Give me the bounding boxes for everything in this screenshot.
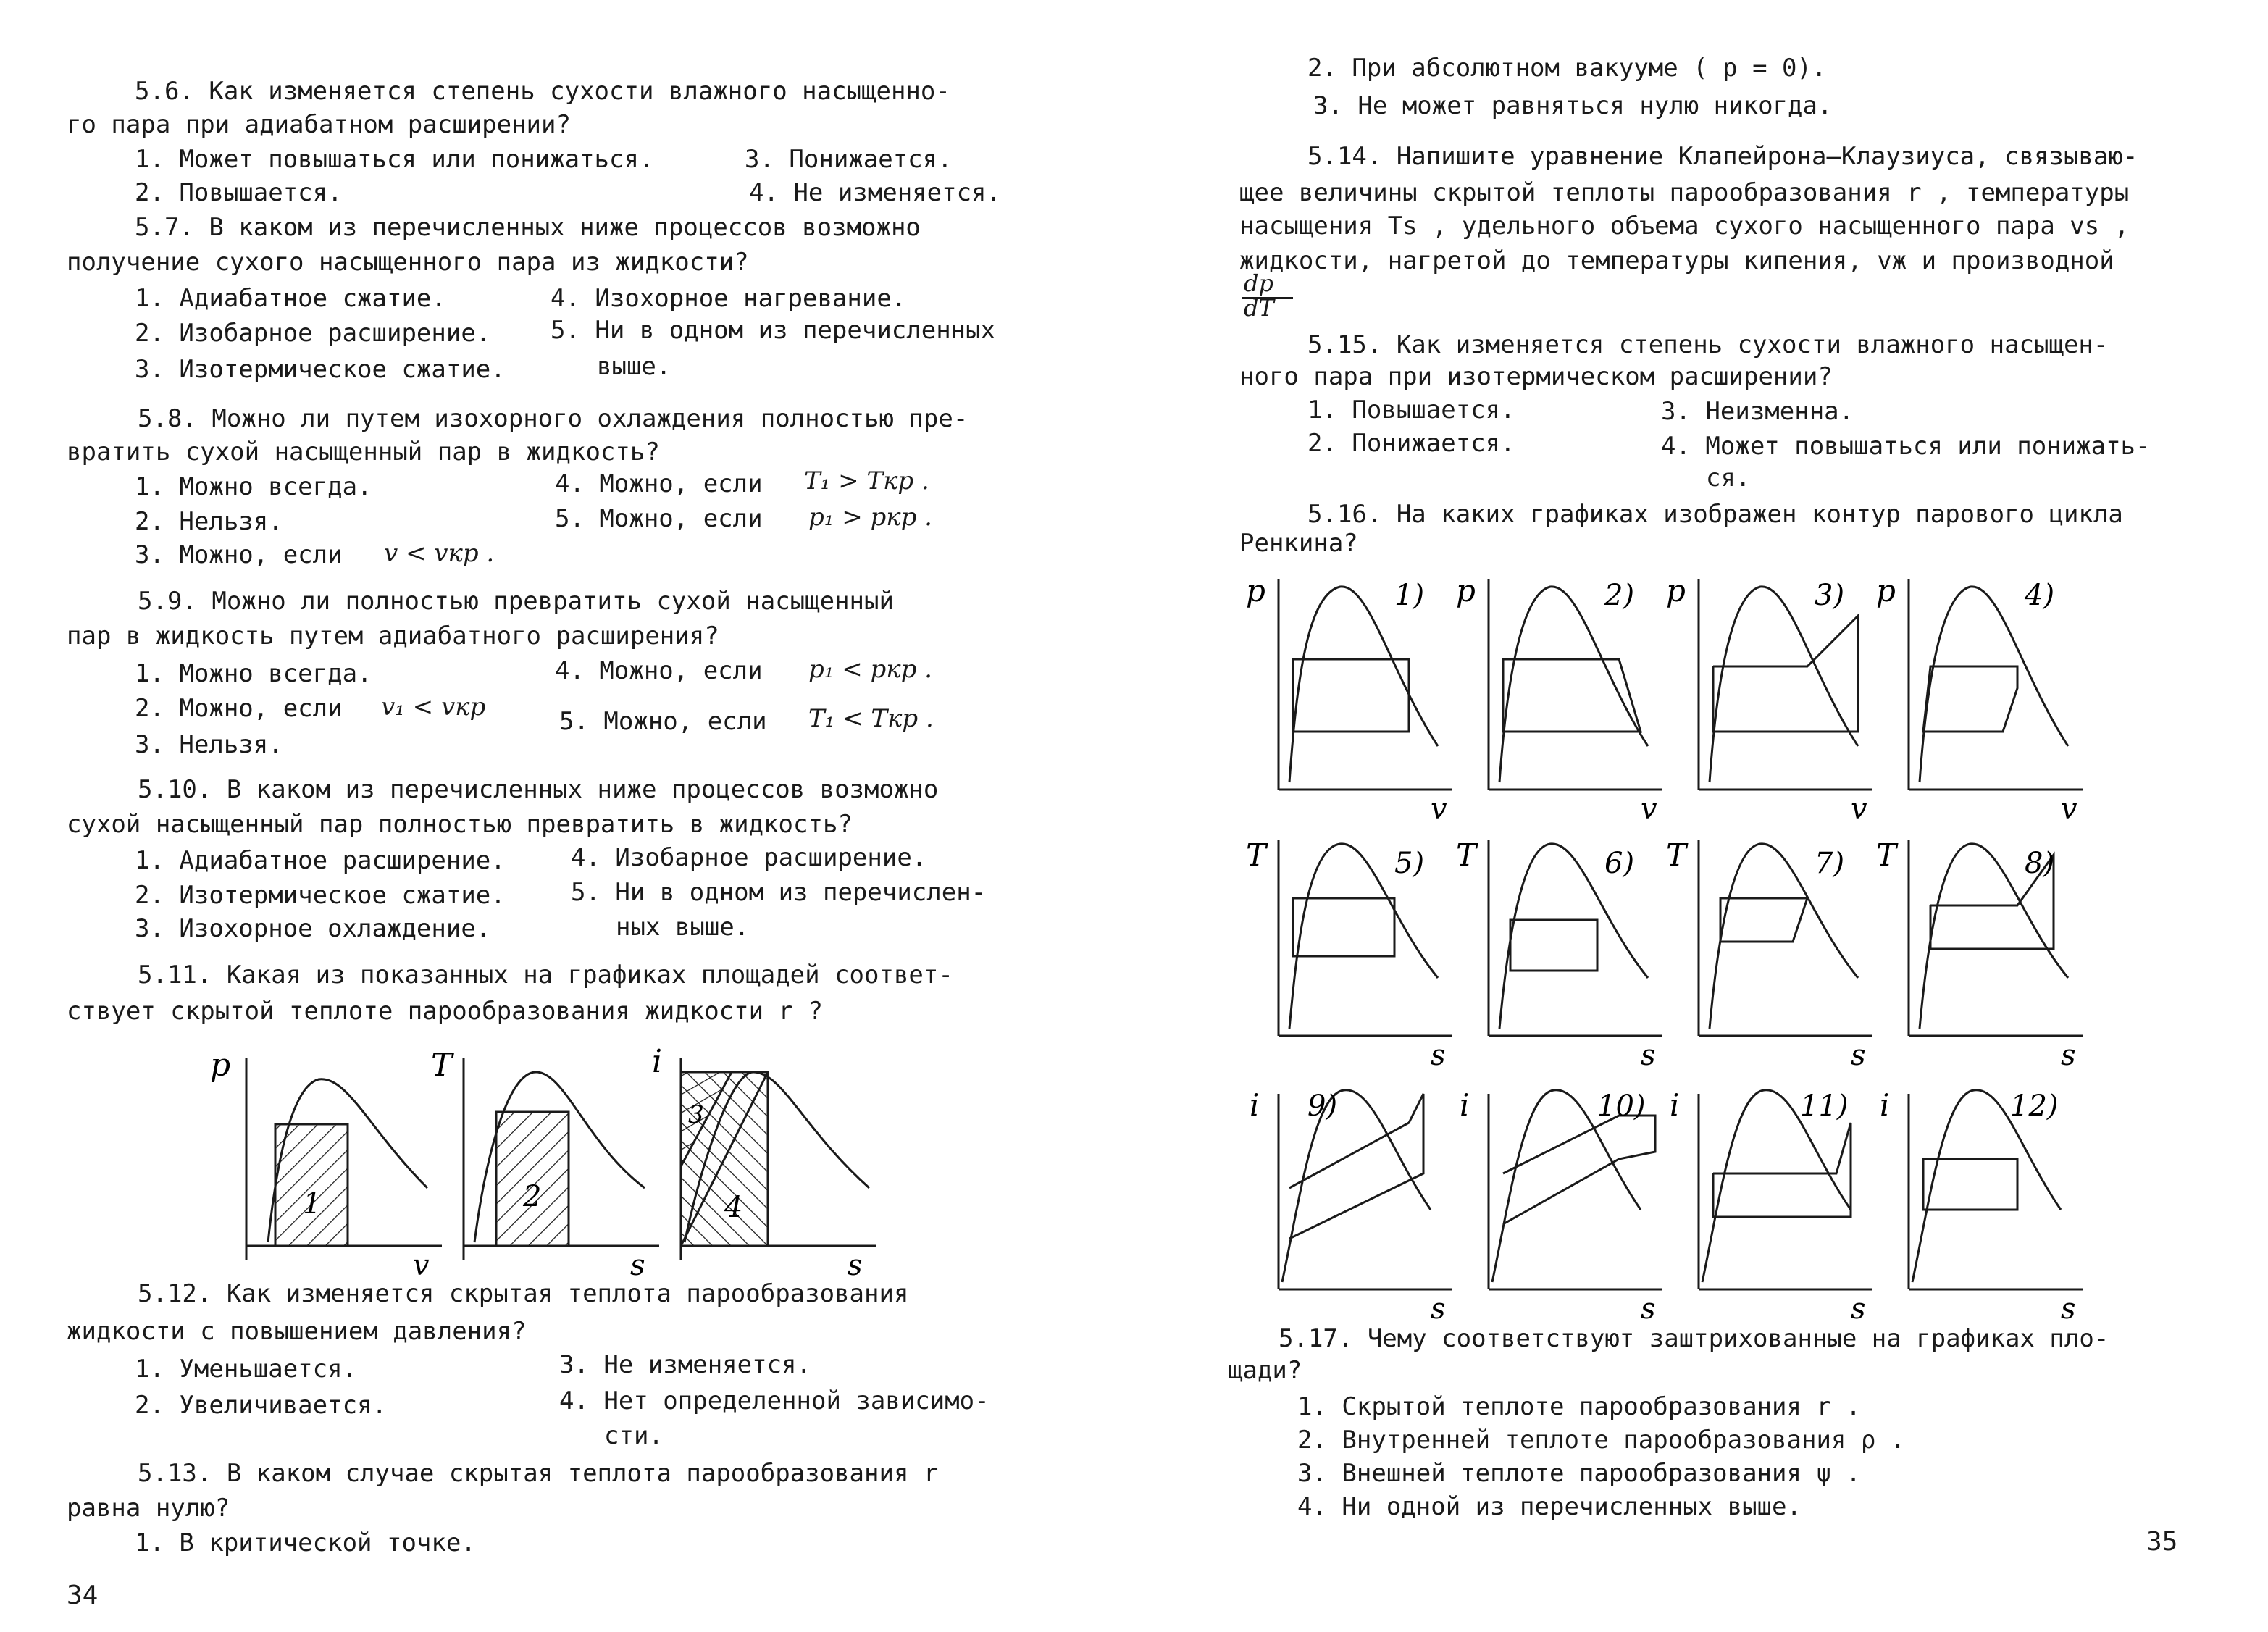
q511-axis-p: p xyxy=(210,1047,231,1084)
q516-num-11: 11) xyxy=(1800,1089,1849,1123)
q510-option-5-cont: ных выше. xyxy=(616,913,750,942)
q511-axis-s-1: s xyxy=(630,1249,645,1282)
q514-line-4: жидкости, нагретой до температуры кипения, vж и производной xyxy=(1239,246,2114,275)
q59-line-1: 5.9. Можно ли полностью превратить сухой насыщенный xyxy=(138,587,894,616)
q516-xlabel-4: v xyxy=(2061,792,2077,826)
q59-formula-2: v₁ < vкр xyxy=(381,692,486,721)
q516-graph-2 xyxy=(1489,579,1662,790)
q512-option-1: 1. Уменьшается. xyxy=(135,1355,358,1384)
q57-option-5-cont: выше. xyxy=(597,352,671,381)
right-page xyxy=(1134,0,2268,1632)
q57-option-4: 4. Изохорное нагревание. xyxy=(551,284,907,313)
q516-xlabel-5: s xyxy=(1431,1039,1446,1072)
q516-ylabel-6: T xyxy=(1456,837,1477,873)
q516-graph-9 xyxy=(1279,1090,1452,1289)
q516-num-7: 7) xyxy=(1815,847,1845,880)
q516-graph-5 xyxy=(1279,840,1452,1036)
q516-ylabel-12: i xyxy=(1880,1087,1890,1123)
q512-option-3: 3. Не изменяется. xyxy=(559,1350,811,1379)
q56-option-1: 1. Может повышаться или понижаться. xyxy=(135,145,654,174)
q512-option-4-cont: сти. xyxy=(604,1421,664,1450)
q513-option-3: 3. Не может равняться нулю никогда. xyxy=(1313,91,1833,120)
q57-line-1: 5.7. В каком из перечисленных ниже процессов возможно xyxy=(135,213,921,242)
q517-option-1: 1. Скрытой теплоте парообразования r . xyxy=(1297,1392,1861,1421)
q513-line-2: равна нулю? xyxy=(67,1494,230,1523)
q511-axis-T: T xyxy=(431,1047,453,1084)
q516-ylabel-1: p xyxy=(1246,573,1265,608)
q512-option-4: 4. Нет определенной зависимо- xyxy=(559,1386,989,1415)
q57-option-1: 1. Адиабатное сжатие. xyxy=(135,284,446,313)
q516-xlabel-8: s xyxy=(2061,1039,2076,1072)
q512-option-2: 2. Увеличивается. xyxy=(135,1391,387,1420)
q58-formula-5: p₁ > pкр . xyxy=(808,503,932,532)
q516-xlabel-9: s xyxy=(1431,1292,1446,1326)
q58-option-2: 2. Нельзя. xyxy=(135,507,283,536)
q59-option-4: 4. Можно, если xyxy=(555,656,763,685)
q516-num-2: 2) xyxy=(1604,579,1635,612)
q515-option-2: 2. Понижается. xyxy=(1307,429,1515,458)
q516-graph-6 xyxy=(1489,840,1662,1036)
q516-ylabel-4: p xyxy=(1876,573,1896,608)
q516-graph-3 xyxy=(1699,579,1872,790)
q59-option-2: 2. Можно, если xyxy=(135,694,343,723)
q516-graph-7 xyxy=(1699,840,1872,1036)
q56-option-3: 3. Понижается. xyxy=(745,145,953,174)
q57-option-5: 5. Ни в одном из перечисленных xyxy=(551,316,996,345)
q511-graph-ts xyxy=(464,1058,659,1260)
q517-option-2: 2. Внутренней теплоте парообразования ρ . xyxy=(1297,1426,1906,1455)
q59-option-5: 5. Можно, если xyxy=(559,707,767,736)
q516-ylabel-3: p xyxy=(1666,573,1686,608)
page-number-left: 34 xyxy=(67,1581,99,1610)
q511-axis-i: i xyxy=(652,1043,663,1080)
q516-num-5: 5) xyxy=(1394,847,1425,880)
q514-line-3: насыщения Ts , удельного объема сухого насыщенного пара vs , xyxy=(1239,212,2130,240)
q58-formula-4: T₁ > Tкр . xyxy=(804,466,929,495)
q510-line-2: сухой насыщенный пар полностью превратить в жидкость? xyxy=(67,810,853,839)
q516-num-8: 8) xyxy=(2025,847,2055,880)
q58-option-1: 1. Можно всегда. xyxy=(135,472,372,501)
q516-xlabel-1: v xyxy=(1431,792,1447,826)
q58-line-2: вратить сухой насыщенный пар в жидкость? xyxy=(67,438,660,466)
q516-figures xyxy=(1235,572,2235,1340)
q511-figures xyxy=(196,1043,905,1282)
q516-num-1: 1) xyxy=(1394,579,1425,612)
q56-option-4: 4. Не изменяется. xyxy=(749,178,1001,207)
q517-option-4: 4. Ни одной из перечисленных выше. xyxy=(1297,1492,1802,1521)
q59-formula-4: p₁ < pкр . xyxy=(808,655,932,684)
q516-xlabel-10: s xyxy=(1641,1292,1656,1326)
q511-axis-v: v xyxy=(413,1249,430,1282)
q56-option-2: 2. Повышается. xyxy=(135,178,343,207)
q516-line-2: Ренкина? xyxy=(1239,529,1358,558)
q59-option-3: 3. Нельзя. xyxy=(135,730,283,759)
q510-option-1: 1. Адиабатное расширение. xyxy=(135,846,506,875)
q511-area-4: 4 xyxy=(724,1191,743,1224)
q512-line-2: жидкости с повышением давления? xyxy=(67,1317,527,1346)
page-number-right: 35 xyxy=(2146,1527,2178,1557)
q511-graph-is xyxy=(681,1058,876,1260)
q511-axis-s-2: s xyxy=(848,1249,863,1282)
q517-option-3: 3. Внешней теплоте парообразования ψ . xyxy=(1297,1459,1861,1488)
q511-area-3: 3 xyxy=(688,1100,704,1129)
q58-line-1: 5.8. Можно ли путем изохорного охлаждения полностью пре- xyxy=(138,404,968,433)
q516-graph-8 xyxy=(1909,840,2083,1036)
q57-line-2: получение сухого насыщенного пара из жидкости? xyxy=(67,248,749,277)
q516-num-9: 9) xyxy=(1307,1089,1338,1123)
q514-derivative-den: dT xyxy=(1244,294,1274,322)
q58-option-3: 3. Можно, если xyxy=(135,540,343,569)
q59-line-2: пар в жидкость путем адиабатного расширения? xyxy=(67,622,719,650)
q511-line-2: ствует скрытой теплоте парообразования жидкости r ? xyxy=(67,997,823,1026)
q510-option-5: 5. Ни в одном из перечислен- xyxy=(571,878,987,907)
q58-option-4: 4. Можно, если xyxy=(555,469,763,498)
q57-option-3: 3. Изотермическое сжатие. xyxy=(135,355,506,384)
q57-option-2: 2. Изобарное расширение. xyxy=(135,319,491,348)
q514-line-2: щее величины скрытой теплоты парообразования r , температуры xyxy=(1239,178,2130,207)
q516-graph-1 xyxy=(1279,579,1452,790)
q516-ylabel-9: i xyxy=(1250,1087,1260,1123)
q516-xlabel-12: s xyxy=(2061,1292,2076,1326)
q516-num-3: 3) xyxy=(1815,579,1845,612)
q515-option-1: 1. Повышается. xyxy=(1307,396,1515,424)
q512-line-1: 5.12. Как изменяется скрытая теплота парообразования xyxy=(138,1279,909,1308)
q510-option-2: 2. Изотермическое сжатие. xyxy=(135,881,506,910)
q516-ylabel-11: i xyxy=(1670,1087,1680,1123)
q511-graph-pv xyxy=(246,1058,442,1260)
q514-line-1: 5.14. Напишите уравнение Клапейрона–Клаузиуса, связываю- xyxy=(1307,142,2138,171)
q58-formula-3: v < vкр . xyxy=(384,539,495,568)
q516-ylabel-7: T xyxy=(1666,837,1687,873)
q59-formula-5: T₁ < Tкр . xyxy=(808,704,934,733)
q515-option-3: 3. Неизменна. xyxy=(1661,397,1854,426)
q516-xlabel-6: s xyxy=(1641,1039,1656,1072)
q510-line-1: 5.10. В каком из перечисленных ниже процессов возможно xyxy=(138,775,939,804)
q56-line-1: 5.6. Как изменяется степень сухости влажного насыщенно- xyxy=(135,77,950,106)
q515-line-2: ного пара при изотермическом расширении? xyxy=(1239,362,1833,391)
q516-num-4: 4) xyxy=(2025,579,2055,612)
q516-line-1: 5.16. На каких графиках изображен контур парового цикла xyxy=(1307,500,2123,529)
q516-xlabel-7: s xyxy=(1851,1039,1866,1072)
q511-line-1: 5.11. Какая из показанных на графиках площадей соответ- xyxy=(138,961,953,989)
q516-ylabel-8: T xyxy=(1876,837,1897,873)
q516-xlabel-2: v xyxy=(1641,792,1657,826)
q510-option-4: 4. Изобарное расширение. xyxy=(571,843,927,872)
q511-area-1: 1 xyxy=(303,1187,322,1221)
q513-option-1: 1. В критической точке. xyxy=(135,1528,476,1557)
q516-num-10: 10) xyxy=(1597,1089,1646,1123)
q515-option-4: 4. Может повышаться или понижать- xyxy=(1661,432,2151,461)
q513-line-1: 5.13. В каком случае скрытая теплота парообразования r xyxy=(138,1459,939,1488)
q514-derivative-num: dp xyxy=(1244,269,1273,297)
q510-option-3: 3. Изохорное охлаждение. xyxy=(135,914,491,943)
q517-line-2: щади? xyxy=(1228,1356,1302,1385)
q515-option-4-cont: ся. xyxy=(1706,464,1751,493)
q516-num-6: 6) xyxy=(1604,847,1635,880)
q59-option-1: 1. Можно всегда. xyxy=(135,659,372,688)
q517-line-1: 5.17. Чему соответствуют заштрихованные на графиках пло- xyxy=(1279,1324,2109,1353)
q515-line-1: 5.15. Как изменяется степень сухости влажного насыщен- xyxy=(1307,330,2109,359)
q516-num-12: 12) xyxy=(2010,1089,2059,1123)
q516-xlabel-3: v xyxy=(1851,792,1867,826)
q516-ylabel-2: p xyxy=(1456,573,1476,608)
q516-xlabel-11: s xyxy=(1851,1292,1866,1326)
q58-option-5: 5. Можно, если xyxy=(555,504,763,533)
q516-ylabel-10: i xyxy=(1460,1087,1470,1123)
q511-area-2: 2 xyxy=(523,1180,542,1213)
q516-ylabel-5: T xyxy=(1246,837,1267,873)
q513-option-2: 2. При абсолютном вакууме ( p = 0). xyxy=(1307,54,1827,83)
q56-line-2: го пара при адиабатном расширении? xyxy=(67,110,571,139)
q516-graph-4 xyxy=(1909,579,2083,790)
